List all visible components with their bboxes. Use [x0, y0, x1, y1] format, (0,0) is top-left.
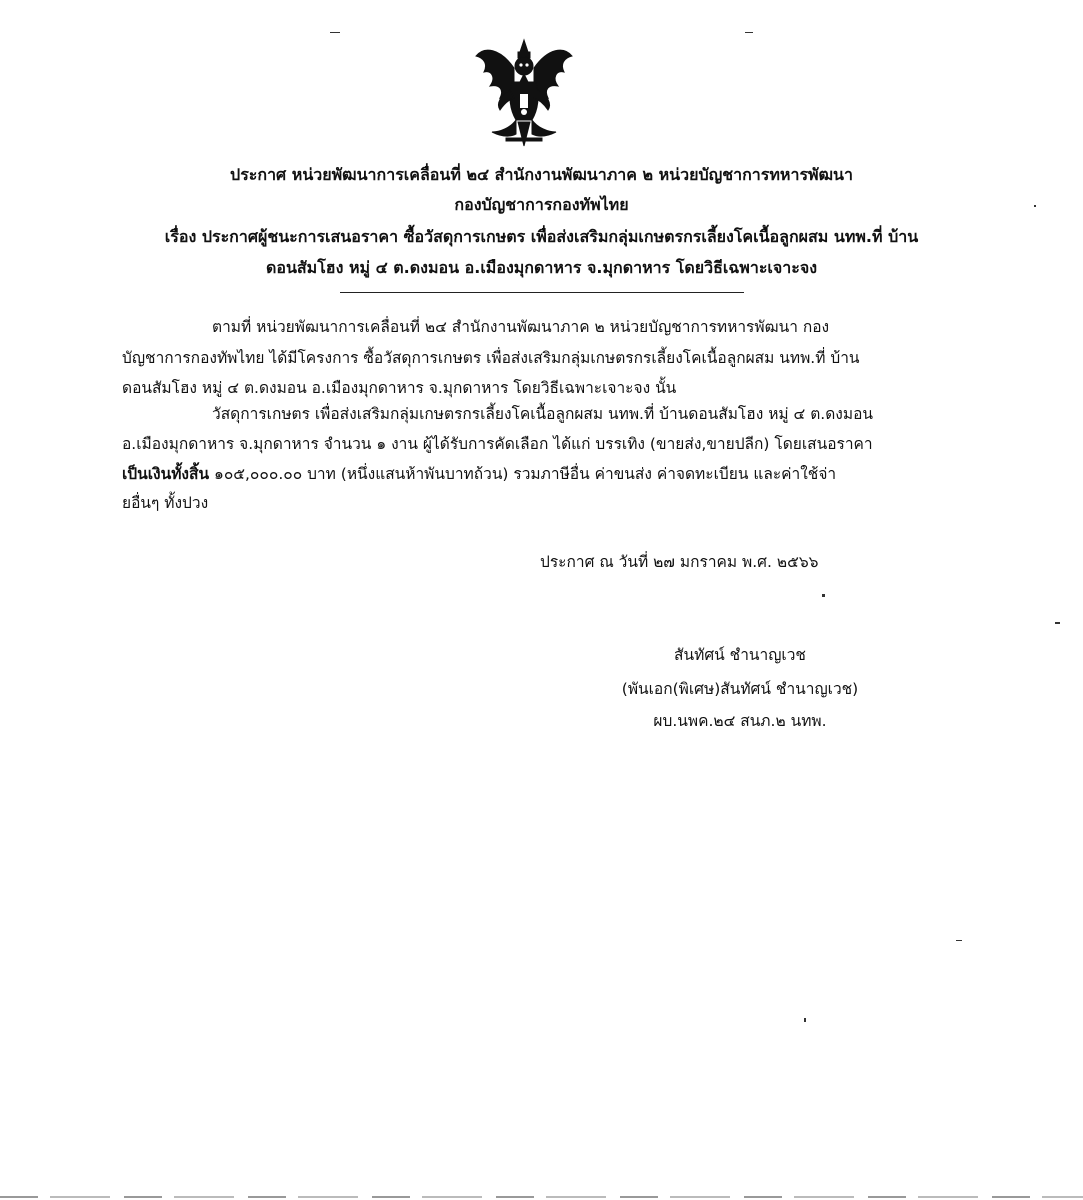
scan-speck	[804, 1018, 806, 1022]
paragraph2-line1: วัสดุการเกษตร เพื่อส่งเสริมกลุ่มเกษตรกรเลี้ยงโคเนื้อลูกผสม นทพ.ที่ บ้านดอนสัมโฮง หมู่ ๔ ต.ดงมอน	[212, 405, 873, 423]
signature-position: ผบ.นพค.๒๔ สนภ.๒ นทพ.	[653, 712, 827, 730]
paragraph1-line3: ดอนสัมโฮง หมู่ ๔ ต.ดงมอน อ.เมืองมุกดาหาร จ.มุกดาหาร โดยวิธีเฉพาะเจาะจง นั้น	[122, 379, 677, 397]
garuda-emblem-icon	[470, 38, 578, 150]
scan-speck	[822, 594, 825, 597]
announcement-agency: กองบัญชาการกองทัพไทย	[454, 195, 629, 214]
announcement-title: ประกาศ หน่วยพัฒนาการเคลื่อนที่ ๒๔ สำนักงานพัฒนาภาค ๒ หน่วยบัญชาการทหารพัฒนา	[230, 165, 853, 184]
scan-speck	[1034, 205, 1036, 207]
scan-speck	[330, 32, 340, 33]
signature-rank-name: (พันเอก(พิเศษ)สันทัศน์ ชำนาญเวช)	[621, 680, 859, 698]
signature-name: สันทัศน์ ชำนาญเวช	[674, 646, 806, 664]
scan-speck	[956, 940, 962, 941]
scan-edge-line	[0, 1196, 1083, 1198]
paragraph1-line2: บัญชาการกองทัพไทย ได้มีโครงการ ซื้อวัสดุการเกษตร เพื่อส่งเสริมกลุ่มเกษตรกรเลี้ยงโคเนื้อลูกผสม นทพ.ที่ บ้าน	[122, 349, 860, 367]
paragraph2-line3	[122, 464, 836, 484]
announce-date: ประกาศ ณ วันที่ ๒๗ มกราคม พ.ศ. ๒๕๖๖	[540, 553, 819, 571]
paragraph2-line4: ยอื่นๆ ทั้งปวง	[122, 494, 209, 512]
paragraph2-line2: อ.เมืองมุกดาหาร จ.มุกดาหาร จำนวน ๑ งาน ผู้ได้รับการคัดเลือก ได้แก่ บรรเทิง (ขายส่ง,ขายปลีก) โดยเสนอราคา	[122, 435, 873, 453]
paragraph1-line1: ตามที่ หน่วยพัฒนาการเคลื่อนที่ ๒๔ สำนักงานพัฒนาภาค ๒ หน่วยบัญชาการทหารพัฒนา กอง	[212, 318, 830, 336]
divider	[340, 292, 744, 293]
announcement-subject-cont: ดอนสัมโฮง หมู่ ๔ ต.ดงมอน อ.เมืองมุกดาหาร จ.มุกดาหาร โดยวิธีเฉพาะเจาะจง	[265, 258, 818, 277]
scan-speck	[745, 32, 753, 33]
total-amount-text: ๑๐๕,๐๐๐.๐๐ บาท (หนึ่งแสนห้าพันบาทถ้วน) รวมภาษีอื่น ค่าขนส่ง ค่าจดทะเบียน และค่าใช้จ่า	[209, 465, 837, 483]
total-amount-label: เป็นเงินทั้งสิ้น	[122, 465, 210, 483]
scan-speck	[1055, 622, 1060, 624]
announcement-subject: เรื่อง ประกาศผู้ชนะการเสนอราคา ซื้อวัสดุการเกษตร เพื่อส่งเสริมกลุ่มเกษตรกรเลี้ยงโคเนื้อลูกผสม นทพ.ที่ บ้าน	[164, 227, 919, 246]
